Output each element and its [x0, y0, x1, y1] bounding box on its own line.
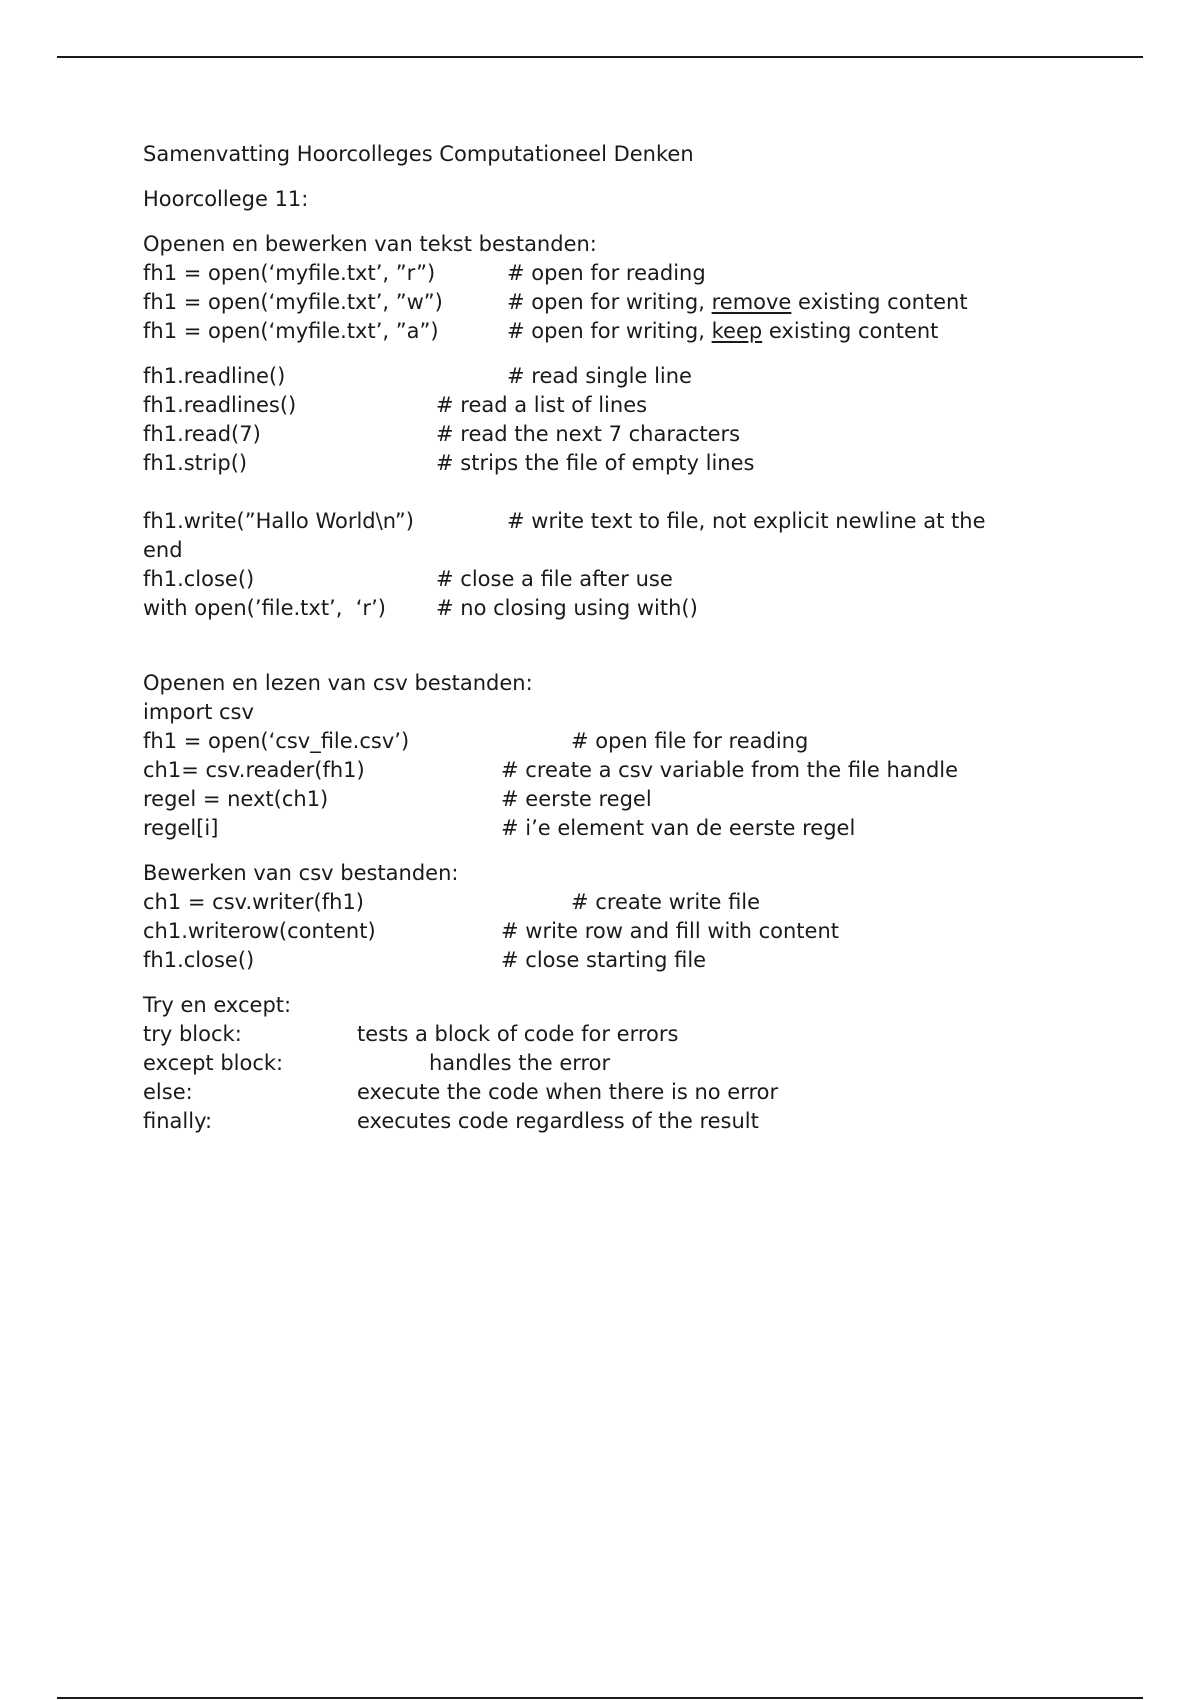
definition-row: finally: executes code regardless of the result: [143, 1109, 759, 1133]
code-row: fh1.readline() # read single line: [143, 364, 692, 388]
document-body: [143, 140, 1103, 1136]
definition-row: try block: tests a block of code for errors: [143, 1022, 679, 1046]
code-row: fh1.close() # close a file after use: [143, 567, 673, 591]
code-row: ch1 = csv.writer(fh1) # create write file: [143, 890, 761, 914]
section-heading-text-files: Openen en bewerken van tekst bestanden:: [143, 232, 597, 256]
code-row: fh1.strip() # strips the file of empty lines: [143, 451, 755, 475]
code-row: fh1.close() # close starting file: [143, 948, 707, 972]
code-row: fh1.readlines() # read a list of lines: [143, 393, 648, 417]
header-rule: [57, 56, 1143, 58]
code-row: fh1 = open(‘myfile.txt’, ”w”) # open for writing, remove existing content: [143, 290, 968, 314]
document-title: Samenvatting Hoorcolleges Computationeel Denken: [143, 142, 694, 166]
section-heading-csv-read: Openen en lezen van csv bestanden:: [143, 671, 533, 695]
code-row: import csv: [143, 700, 254, 724]
code-row: regel = next(ch1) # eerste regel: [143, 787, 652, 811]
section-heading-csv-write: Bewerken van csv bestanden:: [143, 861, 459, 885]
code-row: fh1 = open(‘csv_file.csv’) # open file for reading: [143, 729, 809, 753]
code-row: regel[i] # i’e element van de eerste regel: [143, 816, 856, 840]
definition-row: except block: handles the error: [143, 1051, 611, 1075]
lecture-heading: Hoorcollege 11:: [143, 187, 309, 211]
underlined-word: remove: [711, 290, 792, 314]
footer-rule: [57, 1697, 1143, 1699]
code-row: ch1.writerow(content) # write row and fill with content: [143, 919, 839, 943]
section-heading-try-except: Try en except:: [143, 993, 292, 1017]
code-row: ch1= csv.reader(fh1) # create a csv variable from the file handle: [143, 758, 959, 782]
code-row: end: [143, 538, 183, 562]
code-row: fh1 = open(‘myfile.txt’, ”r”) # open for reading: [143, 261, 706, 285]
code-row: fh1.read(7) # read the next 7 characters: [143, 422, 741, 446]
definition-row: else: execute the code when there is no error: [143, 1080, 779, 1104]
code-row: with open(’file.txt’, ‘r’) # no closing using with(): [143, 596, 698, 620]
code-row: fh1.write(”Hallo World\n”) # write text to file, not explicit newline at the: [143, 509, 986, 533]
code-row: fh1 = open(‘myfile.txt’, ”a”) # open for writing, keep existing content: [143, 319, 939, 343]
underlined-word: keep: [711, 319, 763, 343]
